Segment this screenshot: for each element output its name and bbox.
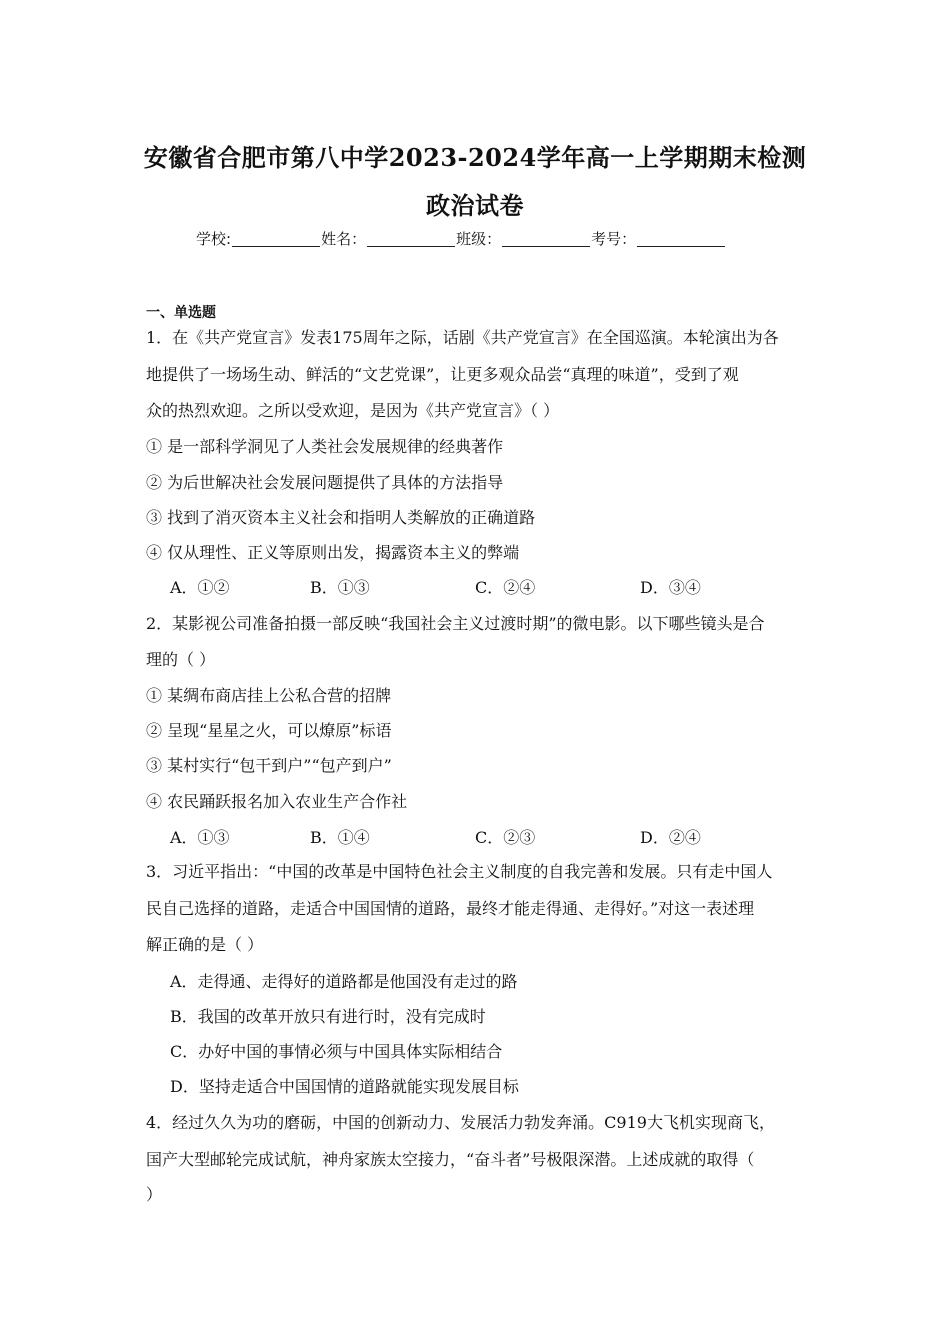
name-blank [367, 232, 455, 247]
q4-stem-line: 国产大型邮轮完成试航，神舟家族太空接力，“奋斗者”号极限深潜。上述成就的取得（ [146, 1150, 755, 1169]
q3-option-b: B．我国的改革开放只有进行时，没有完成时 [170, 1007, 486, 1026]
exam-title-line2: 政治试卷 [426, 191, 524, 220]
q3-option-c: C．办好中国的事情必须与中国具体实际相结合 [170, 1042, 503, 1061]
q2-item: ③ 某村实行“包干到户”“包产到户” [146, 756, 392, 775]
q1-stem-line: 众的热烈欢迎。之所以受欢迎，是因为《共产党宣言》（ ） [146, 401, 560, 420]
q1-option-b: B．①③ [310, 578, 370, 597]
class-blank [502, 232, 590, 247]
q3-option-d: D．坚持走适合中国国情的道路就能实现发展目标 [170, 1077, 519, 1096]
q3-stem-line: 解正确的是（ ） [146, 935, 264, 954]
section-heading: 一、单选题 [146, 305, 216, 321]
q1-item: ② 为后世解决社会发展问题提供了具体的方法指导 [146, 473, 504, 492]
q2-item: ④ 农民踊跃报名加入农业生产合作社 [146, 792, 408, 811]
q2-item: ② 呈现“星星之火，可以燎原”标语 [146, 721, 392, 740]
q2-stem-line: 理的（ ） [146, 650, 216, 669]
q1-option-d: D．③④ [640, 578, 701, 597]
name-label: 姓名： [321, 230, 367, 248]
q1-item: ④ 仅从理性、正义等原则出发，揭露资本主义的弊端 [146, 543, 520, 562]
q1-stem-line: 1．在《共产党宣言》发表175周年之际，话剧《共产党宣言》在全国巡演。本轮演出为各 [146, 328, 779, 347]
q4-stem-line: 4．经过久久为功的磨砺，中国的创新动力、发展活力勃发奔涌。C919大飞机实现商飞， [146, 1113, 775, 1132]
number-blank [637, 232, 725, 247]
q1-item: ① 是一部科学洞见了人类社会发展规律的经典著作 [146, 437, 504, 456]
q2-stem-line: 2．某影视公司准备拍摄一部反映“我国社会主义过渡时期”的微电影。以下哪些镜头是合 [146, 614, 765, 633]
q4-stem-line: ） [146, 1185, 163, 1204]
exam-title-line1: 安徽省合肥市第八中学2023-2024学年高一上学期期末检测 [143, 143, 807, 172]
q2-option-b: B．①④ [310, 828, 370, 847]
school-label: 学校: [196, 230, 232, 248]
q2-option-d: D．②④ [640, 828, 701, 847]
q3-stem-line: 3．习近平指出：“中国的改革是中国特色社会主义制度的自我完善和发展。只有走中国人 [146, 862, 773, 881]
student-info-row [196, 228, 726, 249]
number-label: 考号： [591, 230, 637, 248]
class-label: 班级： [456, 230, 502, 248]
q1-option-a: A．①② [170, 578, 230, 597]
q1-item: ③ 找到了消灭资本主义社会和指明人类解放的正确道路 [146, 508, 536, 527]
q1-stem-line: 地提供了一场场生动、鲜活的“文艺党课”，让更多观众品尝“真理的味道”，受到了观 [146, 365, 739, 384]
q2-option-a: A．①③ [170, 828, 230, 847]
q3-stem-line: 民自己选择的道路，走适合中国国情的道路，最终才能走得通、走得好。”对这一表述理 [146, 899, 755, 918]
q1-option-c: C．②④ [475, 578, 536, 597]
q2-item: ① 某绸布商店挂上公私合营的招牌 [146, 686, 392, 705]
q2-option-c: C．②③ [475, 828, 536, 847]
school-blank [232, 232, 320, 247]
q3-option-a: A．走得通、走得好的道路都是他国没有走过的路 [170, 972, 518, 991]
